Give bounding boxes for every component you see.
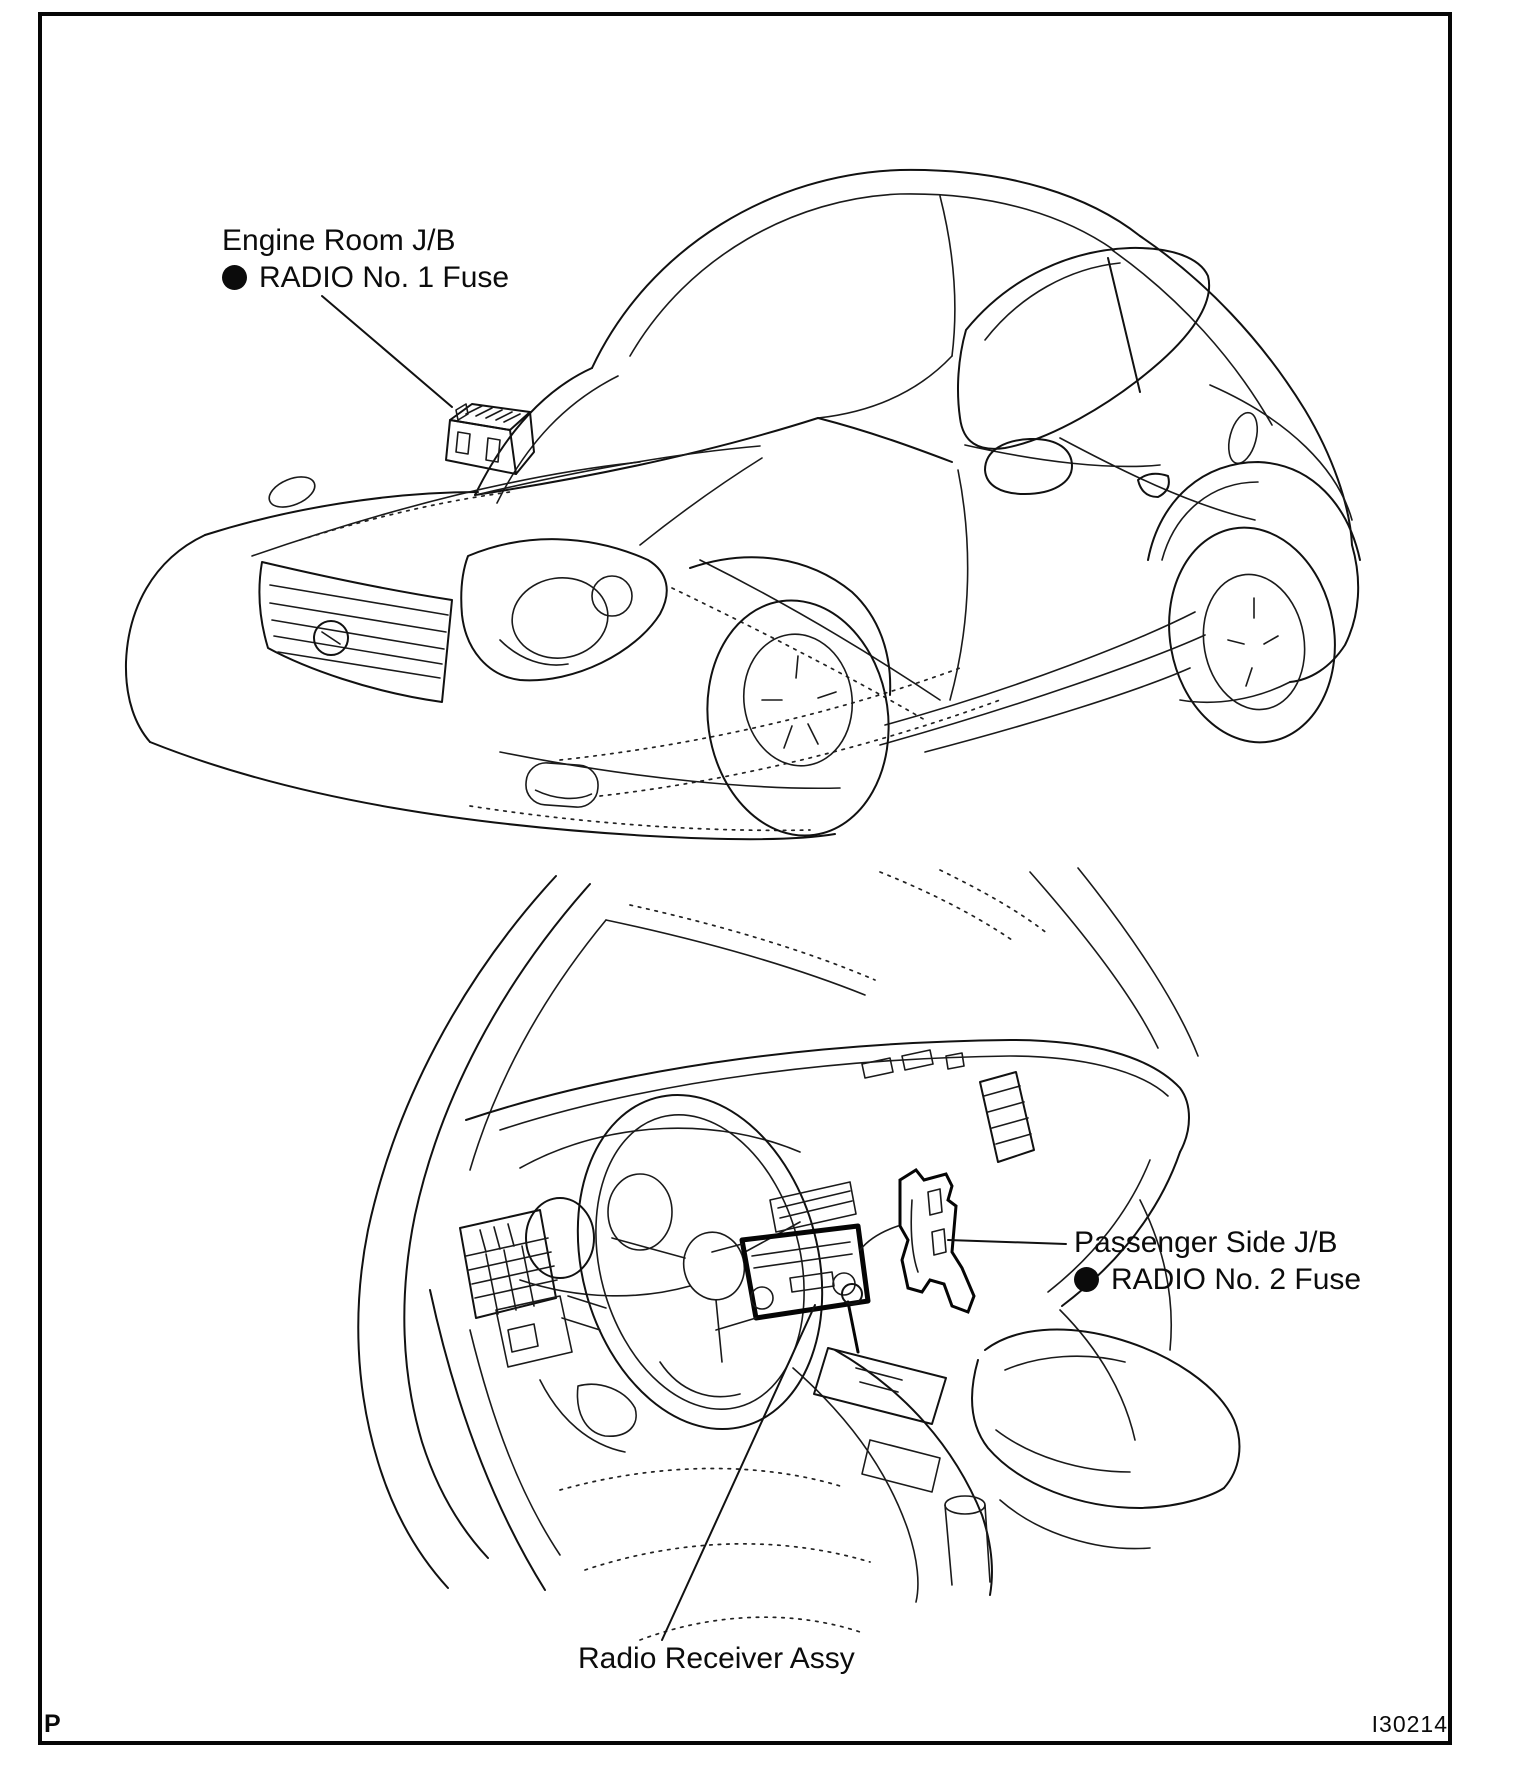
front-marker-lamp bbox=[265, 471, 319, 513]
radio-receiver bbox=[712, 1226, 868, 1330]
page-marker: P bbox=[44, 1710, 61, 1738]
column-stalk bbox=[562, 1296, 606, 1330]
headlight bbox=[461, 539, 667, 680]
leader-line-passenger-jb bbox=[948, 1240, 1066, 1244]
front-tire bbox=[692, 589, 903, 848]
rear-wheel-rim bbox=[1193, 566, 1315, 717]
passenger-seat bbox=[972, 1330, 1239, 1549]
label-radio-receiver-assy: Radio Receiver Assy bbox=[578, 1642, 855, 1675]
figure-id: I30214 bbox=[1371, 1711, 1448, 1737]
gauge-tachometer bbox=[608, 1174, 672, 1250]
label-passenger-side-jb-title: Passenger Side J/B bbox=[1074, 1226, 1338, 1259]
leader-line-engine-jb bbox=[322, 296, 452, 407]
front-wheel-arch bbox=[690, 557, 890, 695]
shift-lever bbox=[848, 1302, 858, 1352]
rear-tire bbox=[1152, 514, 1351, 755]
bullet-icon bbox=[1074, 1267, 1099, 1292]
passenger-air-vent bbox=[980, 1072, 1034, 1162]
a-pillar bbox=[475, 368, 592, 495]
label-passenger-side-jb bbox=[1074, 1224, 1361, 1298]
steering-wheel bbox=[542, 1067, 858, 1456]
b-pillar-divider bbox=[1108, 258, 1140, 392]
front-grille bbox=[260, 562, 452, 702]
door-handle bbox=[1138, 474, 1169, 497]
door-cut-line bbox=[950, 470, 968, 700]
side-mirror bbox=[985, 439, 1072, 494]
driver-air-vent bbox=[460, 1210, 557, 1318]
label-engine-room-jb-title: Engine Room J/B bbox=[222, 224, 456, 257]
front-wheel-rim bbox=[735, 627, 860, 773]
label-engine-room-jb bbox=[222, 222, 509, 296]
fuel-door bbox=[1224, 410, 1263, 467]
label-radio1-fuse: RADIO No. 1 Fuse bbox=[259, 261, 510, 294]
rear-wheel-arch bbox=[1148, 462, 1360, 560]
fog-lamp bbox=[525, 762, 600, 809]
leader-line-radio-receiver bbox=[662, 1305, 815, 1640]
label-radio2-fuse: RADIO No. 2 Fuse bbox=[1111, 1263, 1362, 1296]
center-console bbox=[793, 1284, 992, 1602]
bullet-icon bbox=[222, 265, 247, 290]
side-window bbox=[958, 248, 1209, 449]
